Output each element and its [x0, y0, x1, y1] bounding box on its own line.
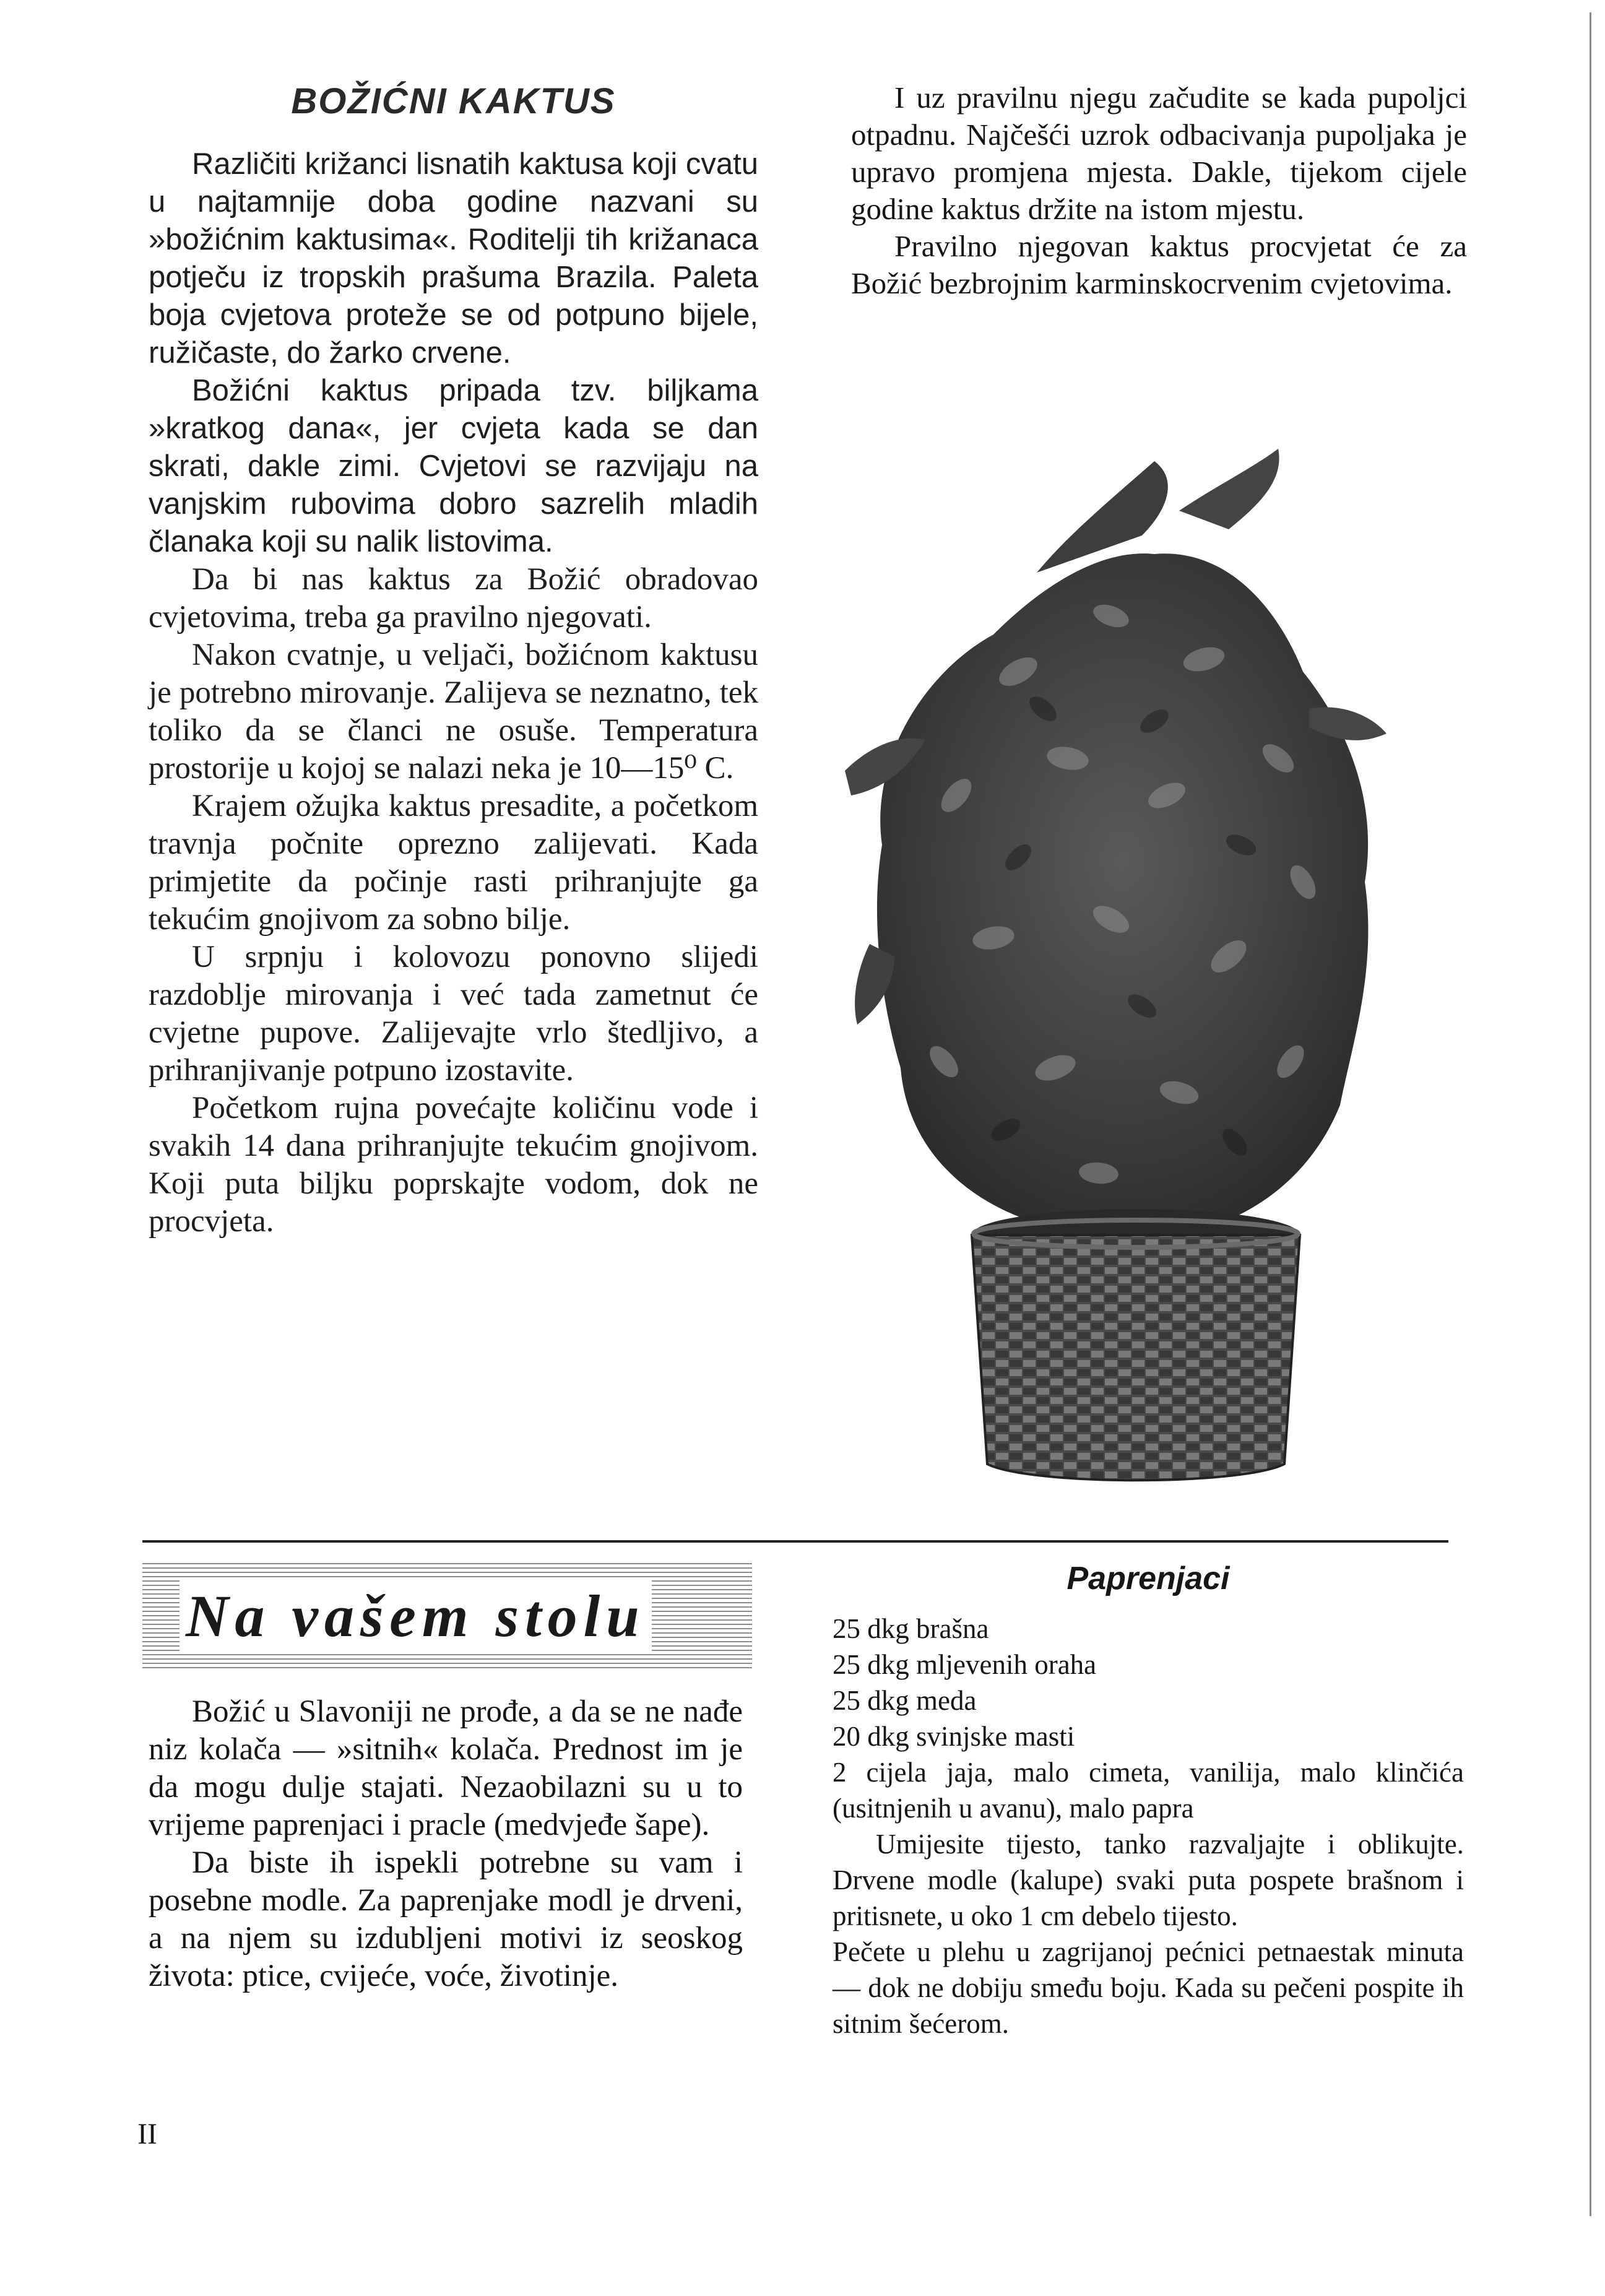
- ingredient-item: 25 dkg meda: [833, 1685, 977, 1716]
- kaktus-paragraph: Krajem ožujka kaktus presadite, a početkom travnja počnite oprezno zalijevati. Kada primjetite da počinje rasti prihranjujte ga tekućim gnojivom za sobno bilje.: [149, 789, 758, 937]
- recipe-title: Paprenjaci: [1066, 1561, 1230, 1596]
- kaktus-body: [149, 145, 758, 1241]
- kaktus-paragraph: Različiti križanci lisnatih kaktusa koji cvatu u najtamnije doba godine nazvani su »božićnim kaktusima«. Roditelji tih križanaca potječu iz tropskih prašuma Brazila. Paleta boja cvjetova proteže se od potpuno bijele, ružičaste, do žarko crvene.: [149, 147, 758, 370]
- kaktus-article: [149, 80, 758, 1241]
- kaktus-paragraph: Da bi nas kaktus za Božić obradovao cvjetovima, treba ga pravilno njegovati.: [149, 562, 758, 635]
- kaktus-paragraph: Početkom rujna povećajte količinu vode i svakih 14 dana prihranjujte tekućim gnojivom. Koji puta biljku poprskajte vodom, dok ne procvjeta.: [149, 1091, 758, 1239]
- kaktus-paragraph: Nakon cvatnje, u veljači, božićnom kaktusu je potrebno mirovanje. Zalijeva se neznatno, tek toliko da se članci ne osuše. Temperatura prostorije u kojoj se nalazi neka je 10—15⁰ C.: [149, 638, 758, 786]
- kaktus-title: BOŽIĆNI KAKTUS: [291, 81, 616, 121]
- page-number: II: [137, 2118, 157, 2151]
- ingredient-list: [833, 1611, 1464, 1826]
- kaktus-continuation: [851, 79, 1467, 302]
- section-divider-rule: [142, 1540, 1448, 1543]
- recipe-instruction: Umijesite tijesto, tanko razvaljajte i oblikujte. Drvene modle (kalupe) svaki puta pospete brašnom i pritisnete, u oko 1 cm debelo tijesto.: [833, 1829, 1464, 1931]
- kaktus-continued-paragraph: Pravilno njegovan kaktus procvjetat će za Božić bezbrojnim karminskocrvenim cvjetovima.: [851, 229, 1467, 300]
- kaktus-paragraph: Božićni kaktus pripada tzv. biljkama »kratkog dana«, jer cvjeta kada se dan skrati, dakle zimi. Cvjetovi se razvijaju na vanjskim rubovima dobro sazrelih mladih članaka koji su nalik listovima.: [149, 374, 758, 558]
- kaktus-continued-paragraph: I uz pravilnu njegu začudite se kada pupoljci otpadnu. Najčešći uzrok odbacivanja pupoljaka je upravo promjena mjesta. Dakle, tijekom cijele godine kaktus držite na istom mjestu.: [851, 80, 1467, 226]
- na-vasem-stolu-title: Na vašem stolu: [180, 1580, 652, 1652]
- paprenjaci-recipe: [833, 1560, 1464, 2042]
- page-binding-edge: [1590, 12, 1591, 2216]
- christmas-cactus-photo: [833, 412, 1390, 1492]
- na-vasem-stolu-banner: [142, 1563, 752, 1671]
- christmas-cactus-image: [833, 412, 1390, 1492]
- ingredient-item: 20 dkg svinjske masti: [833, 1721, 1075, 1752]
- ingredient-item: 2 cijela jaja, malo cimeta, vanilija, malo klinčića (usitnjenih u avanu), malo papra: [833, 1757, 1464, 1824]
- recipe-instruction: Pečete u plehu u zagrijanoj pećnici petnaestak minuta — dok ne dobiju smeđu boju. Kada su pečeni pospite ih sitnim šećerom.: [833, 1936, 1464, 2039]
- na-vasem-stolu-paragraph: Da biste ih ispekli potrebne su vam i posebne modle. Za paprenjake modl je drveni, a na njem su izdubljeni motivi iz seoskog života: ptice, cvijeće, voće, životinje.: [149, 1845, 743, 1993]
- ingredient-item: 25 dkg brašna: [833, 1613, 989, 1644]
- na-vasem-stolu-article: [149, 1693, 743, 1995]
- kaktus-paragraph: U srpnju i kolovozu ponovno slijedi razdoblje mirovanja i već tada zametnut će cvjetne pupove. Zalijevajte vrlo štedljivo, a prihranjivanje potpuno izostavite.: [149, 940, 758, 1088]
- na-vasem-stolu-paragraph: Božić u Slavoniji ne prođe, a da se ne nađe niz kolača — »sitnih« kolača. Prednost im je da mogu dulje stajati. Nezaobilazni su u to vrijeme paprenjaci i pracle (medvjeđe šape).: [149, 1694, 743, 1842]
- ingredient-item: 25 dkg mljevenih oraha: [833, 1649, 1097, 1680]
